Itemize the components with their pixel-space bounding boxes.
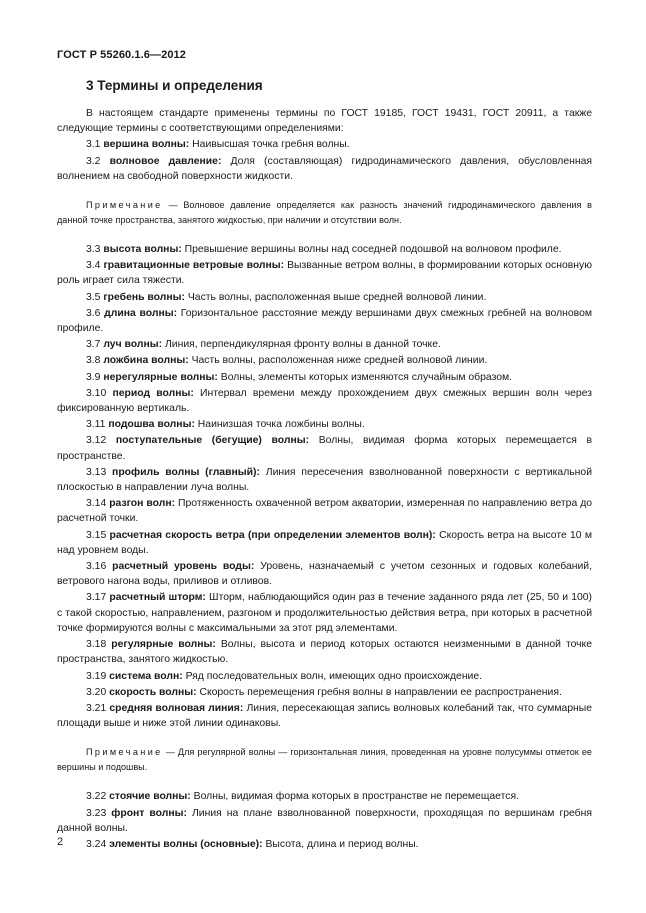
term-definition bbox=[57, 242, 592, 257]
term-name: скорость волны: bbox=[109, 686, 197, 698]
term-name: расчетный шторм: bbox=[109, 592, 206, 604]
term-text: Наинизшая точка ложбины волны. bbox=[197, 419, 365, 431]
term-definition bbox=[57, 837, 592, 852]
term-text: Горизонтальное расстояние между вершинами двух смежных гребней на волновом профиле. bbox=[57, 307, 593, 335]
term-number: 3.22 bbox=[86, 791, 107, 803]
term-number: 3.7 bbox=[86, 339, 101, 351]
term-definition bbox=[57, 353, 592, 368]
note-text: — Волновое давление определяется как разность значений гидродинамического давления в данной точке пространства, занятого жидкостью, при наличии и отсутствии волн. bbox=[57, 200, 593, 225]
term-text: Скорость перемещения гребня волны в направлении ее распространения. bbox=[199, 686, 562, 698]
term-text: Шторм, наблюдающийся один раз в течение заданного ряда лет (25, 50 и 100) с такой скоростью, направлением, разгоном и продолжительностью действия ветра, при которых в расчетной точке формируются волны с максимальными за этот ряд элементами. bbox=[57, 592, 593, 634]
term-definition bbox=[57, 701, 592, 731]
term-number: 3.13 bbox=[86, 466, 107, 478]
term-definition bbox=[57, 685, 592, 700]
term-name: период волны: bbox=[112, 387, 194, 399]
term-text: Линия на плане взволнованной поверхности, проходящая по вершинам гребня данной волны. bbox=[57, 807, 592, 834]
term-number: 3.8 bbox=[86, 355, 101, 367]
term-number: 3.10 bbox=[86, 387, 107, 399]
term-number: 3.21 bbox=[86, 702, 107, 714]
term-number: 3.18 bbox=[86, 639, 107, 651]
term-name: волновое давление: bbox=[109, 155, 222, 167]
term-definition bbox=[57, 590, 592, 636]
term-name: высота волны: bbox=[103, 244, 182, 256]
term-number: 3.11 bbox=[86, 419, 106, 431]
note-label: Примечание bbox=[86, 200, 163, 211]
page-number: 2 bbox=[57, 836, 64, 848]
term-text: Уровень, назначаемый с учетом сезонных и годовых колебаний, ветрового нагона воды, приливов и отливов. bbox=[57, 561, 592, 588]
term-text: Волны, видимая форма которых перемещается в пространстве. bbox=[57, 435, 592, 462]
term-definition bbox=[57, 370, 592, 385]
term-text: Ряд последовательных волн, имеющих одно происхождение. bbox=[185, 670, 483, 682]
term-number: 3.5 bbox=[86, 291, 101, 303]
term-number: 3.9 bbox=[86, 371, 101, 383]
term-text: Протяженность охваченной ветром акватории, измеренная по направлению ветра до расчетной точки. bbox=[57, 498, 593, 525]
term-name: длина волны: bbox=[104, 307, 178, 319]
term-text: Волны, высота и период которых остаются неизменными в данной точке пространства, занятого жидкостью. bbox=[57, 639, 592, 666]
document-header: ГОСТ Р 55260.1.6—2012 bbox=[57, 49, 186, 61]
term-text: Высота, длина и период волны. bbox=[265, 838, 419, 850]
term-name: расчетный уровень воды: bbox=[112, 561, 255, 573]
term-name: фронт волны: bbox=[111, 807, 187, 819]
term-name: гравитационные ветровые волны: bbox=[103, 260, 285, 272]
term-name: нерегулярные волны: bbox=[103, 371, 218, 383]
term-definition bbox=[57, 386, 592, 416]
term-text: Часть волны, расположенная ниже средней волновой линии. bbox=[191, 355, 488, 367]
section-title: 3 Термины и определения bbox=[86, 78, 263, 93]
term-number: 3.6 bbox=[86, 307, 101, 319]
term-text: Волны, видимая форма которых в пространстве не перемещается. bbox=[193, 791, 519, 803]
term-definition bbox=[57, 154, 592, 184]
term-text: Волны, элементы которых изменяются случайным образом. bbox=[220, 371, 513, 383]
note-1 bbox=[57, 198, 592, 227]
term-number: 3.1 bbox=[86, 139, 101, 151]
term-name: гребень волны: bbox=[103, 291, 185, 303]
term-name: луч волны: bbox=[103, 339, 163, 351]
term-name: средняя волновая линия: bbox=[109, 702, 244, 714]
term-number: 3.19 bbox=[86, 670, 107, 682]
term-definition bbox=[57, 258, 592, 288]
note-2 bbox=[57, 745, 592, 774]
term-name: элементы волны (основные): bbox=[109, 838, 263, 850]
term-definition bbox=[57, 789, 592, 804]
term-definition bbox=[57, 465, 592, 495]
term-name: стоячие волны: bbox=[109, 791, 191, 803]
terms-group-c bbox=[57, 789, 592, 852]
term-text: Часть волны, расположенная выше средней волновой линии. bbox=[187, 291, 487, 303]
term-definition bbox=[57, 669, 592, 684]
term-number: 3.24 bbox=[86, 838, 107, 850]
term-definition bbox=[57, 417, 592, 432]
term-name: расчетная скорость ветра (при определении элементов волн): bbox=[109, 529, 436, 541]
term-definition bbox=[57, 806, 592, 836]
term-number: 3.3 bbox=[86, 244, 101, 256]
terms-group-a bbox=[57, 137, 592, 184]
note-label: Примечание bbox=[86, 747, 163, 758]
term-name: система волн: bbox=[109, 670, 183, 682]
term-text: Линия, перпендикулярная фронту волны в данной точке. bbox=[164, 339, 441, 351]
document-body bbox=[57, 106, 592, 853]
term-definition bbox=[57, 137, 592, 152]
term-text: Вызванные ветром волны, в формировании которых основную роль играет сила тяжести. bbox=[57, 260, 593, 287]
term-number: 3.15 bbox=[86, 529, 107, 541]
term-definition bbox=[57, 433, 592, 463]
term-number: 3.12 bbox=[86, 435, 107, 447]
term-text: Линия пересечения взволнованной поверхности с вертикальной плоскостью в направлении луча волны. bbox=[57, 466, 593, 494]
term-name: подошва волны: bbox=[108, 419, 195, 431]
term-name: вершина волны: bbox=[103, 139, 190, 151]
term-text: Линия, пересекающая запись волновых колебаний так, что суммарные площади выше и ниже этой линии одинаковы. bbox=[57, 702, 593, 730]
term-definition bbox=[57, 559, 592, 589]
term-text: Интервал времени между прохождением двух смежных вершин волн через фиксированную вертикаль. bbox=[57, 387, 592, 415]
term-definition bbox=[57, 306, 592, 336]
term-definition bbox=[57, 337, 592, 352]
term-number: 3.20 bbox=[86, 686, 107, 698]
term-name: разгон волн: bbox=[109, 498, 176, 510]
term-name: регулярные волны: bbox=[111, 639, 216, 651]
term-text: Скорость ветра на высоте 10 м над уровнем воды. bbox=[57, 529, 592, 556]
term-definition bbox=[57, 496, 592, 526]
term-number: 3.2 bbox=[86, 155, 101, 167]
terms-group-b bbox=[57, 242, 592, 731]
term-number: 3.4 bbox=[86, 260, 101, 272]
term-text: Доля (составляющая) гидродинамического давления, обусловленная волнением на свободной поверхности жидкости. bbox=[57, 155, 592, 182]
note-text: — Для регулярной волны — горизонтальная линия, проведенная на уровне полусуммы отметок ее вершины и подошвы. bbox=[57, 747, 592, 772]
term-name: профиль волны (главный): bbox=[112, 466, 260, 478]
term-definition bbox=[57, 290, 592, 305]
term-number: 3.23 bbox=[86, 807, 107, 819]
term-definition bbox=[57, 637, 592, 667]
term-definition bbox=[57, 528, 592, 558]
term-text: Превышение вершины волны над соседней подошвой на волновом профиле. bbox=[184, 244, 562, 256]
term-number: 3.14 bbox=[86, 498, 107, 510]
term-number: 3.17 bbox=[86, 592, 107, 604]
term-name: поступательные (бегущие) волны: bbox=[115, 435, 310, 447]
term-name: ложбина волны: bbox=[103, 355, 189, 367]
term-number: 3.16 bbox=[86, 561, 107, 573]
intro-paragraph: В настоящем стандарте применены термины по ГОСТ 19185, ГОСТ 19431, ГОСТ 20911, а также следующие термины с соответствующими определениями: bbox=[57, 108, 592, 135]
term-text: Наивысшая точка гребня волны. bbox=[192, 139, 350, 151]
